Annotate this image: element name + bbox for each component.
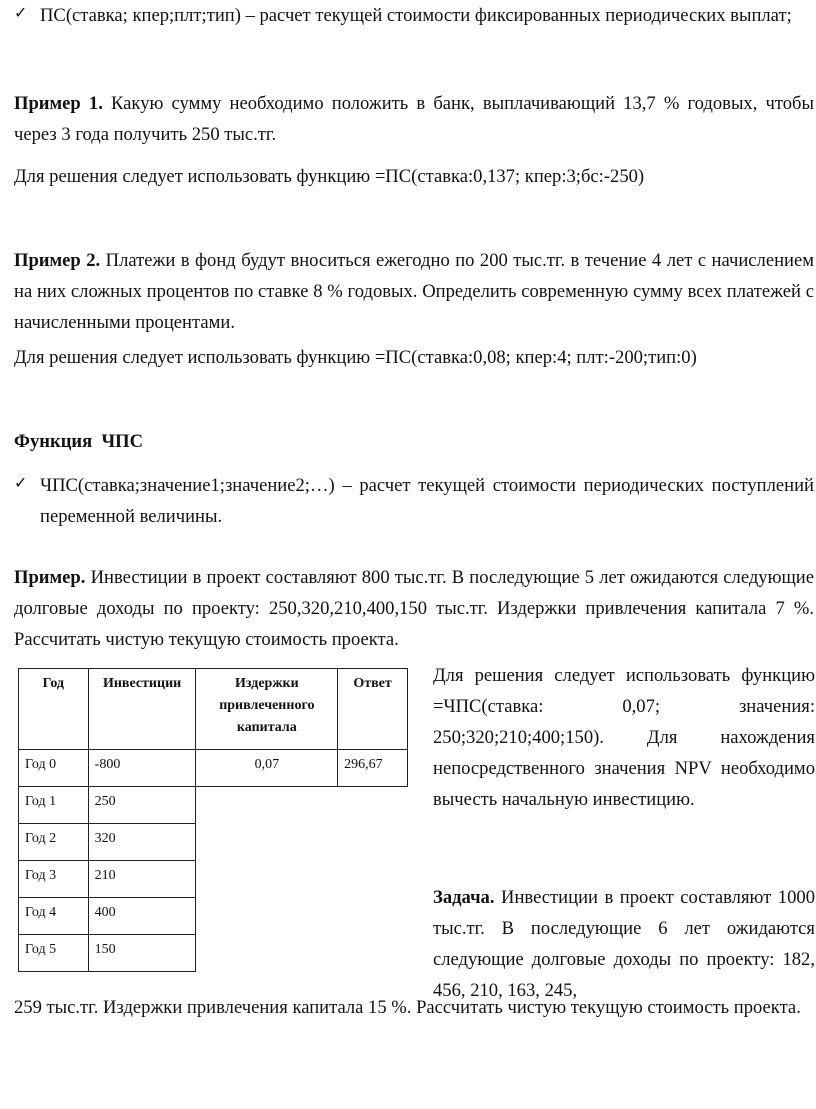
example3-text: Инвестиции в проект составляют 800 тыс.тг. В последующие 5 лет ожидаются следующие долговые доходы по проекту: 250,320,210,400,150 тыс.тг. Издержки привлечения капитала 7 %. Рассчитать чистую текущую стоимость проекта. [14, 567, 814, 650]
side-solution: Для решения следует использовать функцию =ЧПС(ставка: 0,07; значения: 250;320;210;400;150). Для нахождения непосредственного значения NPV необходимо вычесть начальную инвестицию. [433, 665, 815, 810]
example1-text: Какую сумму необходимо положить в банк, выплачивающий 13,7 % годовых, чтобы через 3 года получить 250 тыс.тг. [14, 93, 814, 145]
table-cell: 250 [88, 787, 196, 824]
example2-paragraph [14, 245, 814, 338]
pv-bullet-text: ПС(ставка; кпер;плт;тип) – расчет текущей стоимости фиксированных периодических выплат; [40, 5, 792, 26]
example1-paragraph [14, 88, 814, 150]
npv-bullet [14, 470, 814, 532]
pv-bullet [14, 0, 814, 31]
table-cell: Год 1 [19, 787, 89, 824]
table-header-cell: Издержки привлеченного капитала [196, 669, 338, 750]
example3-label: Пример. [14, 567, 86, 588]
table-cell: Год 5 [19, 935, 89, 972]
table-cell: 320 [88, 824, 196, 861]
npv-table [18, 668, 408, 972]
check-icon: ✓ [14, 473, 28, 492]
table-cell: Год 0 [19, 750, 89, 787]
table-cell: 400 [88, 898, 196, 935]
example1-label: Пример 1. [14, 93, 103, 114]
table-cell: Год 2 [19, 824, 89, 861]
task-label: Задача. [433, 887, 495, 908]
table-row [19, 824, 408, 861]
table-cell: -800 [88, 750, 196, 787]
table-row [19, 935, 408, 972]
example1-solution: Для решения следует использовать функцию =ПС(ставка:0,137; кпер:3;бс:-250) [14, 166, 645, 187]
example3-paragraph [14, 562, 814, 655]
table-header-cell: Инвестиции [88, 669, 196, 750]
example2-solution: Для решения следует использовать функцию =ПС(ставка:0,08; кпер:4; плт:-200;тип:0) [14, 347, 697, 368]
table-cell: Год 4 [19, 898, 89, 935]
npv-bullet-text: ЧПС(ставка;значение1;значение2;…) – расчет текущей стоимости периодических поступлений переменной величины. [40, 475, 814, 527]
table-cell: 0,07 [196, 750, 338, 787]
table-header-row [19, 669, 408, 750]
example2-text: Платежи в фонд будут вноситься ежегодно по 200 тыс.тг. в течение 4 лет с начислением на них сложных процентов по ставке 8 % годовых. Определить современную сумму всех платежей с начисленными процентами. [14, 250, 814, 333]
task-paragraph [433, 882, 815, 1006]
table-cell: 296,67 [338, 750, 408, 787]
table-header-cell: Ответ [338, 669, 408, 750]
table-row [19, 898, 408, 935]
table-row [19, 750, 408, 787]
table-row [19, 787, 408, 824]
check-icon: ✓ [14, 3, 28, 22]
table-cell: Год 3 [19, 861, 89, 898]
table-header-cell: Год [19, 669, 89, 750]
npv-heading: Функция ЧПС [14, 431, 144, 452]
task-text-side: Инвестиции в проект составляют 1000 тыс.тг. В последующие 6 лет ожидаются следующие долговые доходы по проекту: 182, 456, 210, 163, 245, [433, 887, 815, 1001]
table-cell: 150 [88, 935, 196, 972]
table-cell: 210 [88, 861, 196, 898]
task-text-full: 259 тыс.тг. Издержки привлечения капитала 15 %. Рассчитать чистую текущую стоимость проекта. [14, 997, 801, 1018]
example2-label: Пример 2. [14, 250, 101, 271]
table-row [19, 861, 408, 898]
